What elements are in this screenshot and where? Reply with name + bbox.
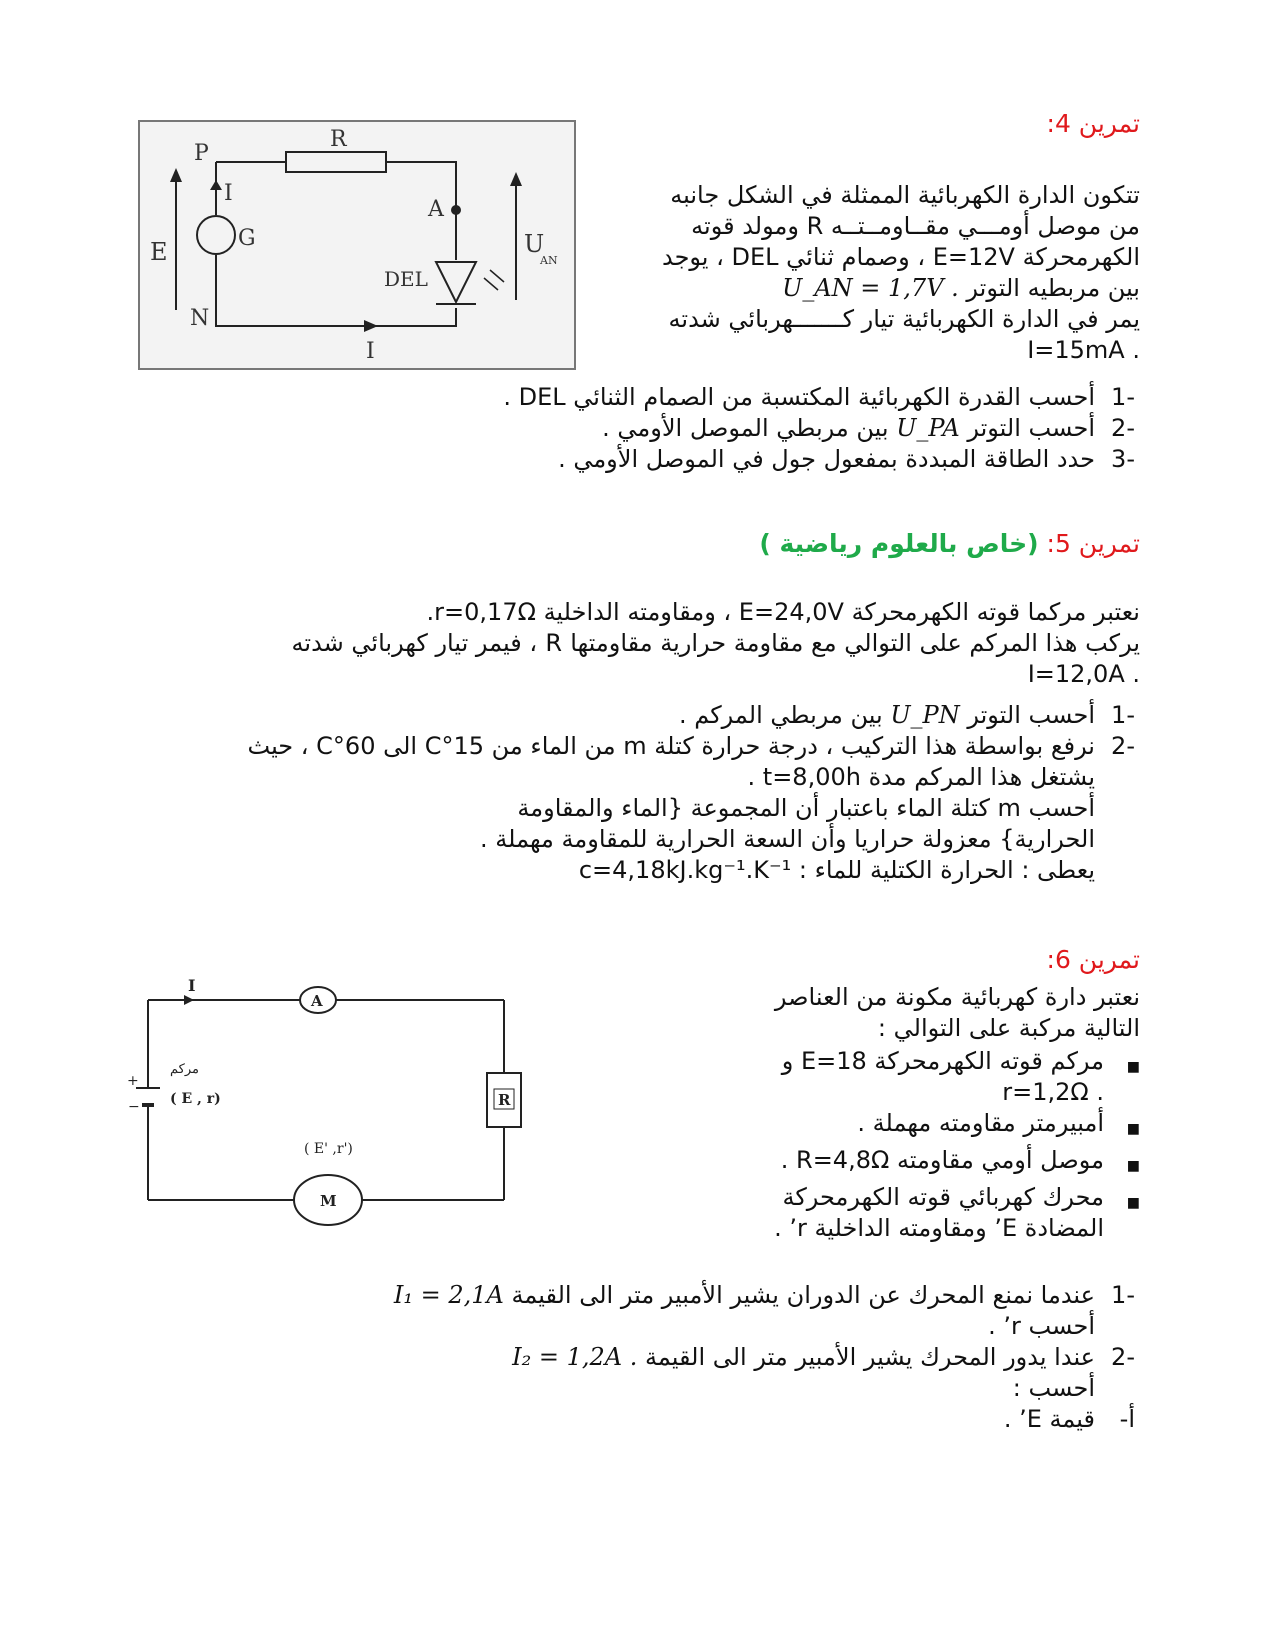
ex6-bullet-3-marker: ■: [1126, 1158, 1140, 1174]
ex6-q2-num: -2: [1111, 1343, 1135, 1371]
ex6-intro: [775, 982, 1140, 1044]
ex4-question-2: [503, 413, 1135, 444]
ex6-title: [1047, 944, 1141, 976]
ex5-q2-line-3: أحسب m كتلة الماء باعتبار أن المجموعة {الماء والمقاومة: [517, 794, 1095, 822]
ex6-bullet-4-line-1: محرك كهربائي قوته الكهرمحركة: [782, 1183, 1104, 1211]
ex4-label-I-top: I: [224, 181, 233, 206]
ex4-intro-line-3: الكهرمحركة E=12V ، وصمام ثنائي DEL ، يوجد: [661, 243, 1140, 271]
ex6-q1-text: عندما نمنع المحرك عن الدوران يشير الأمبير متر الى القيمة: [511, 1281, 1095, 1309]
ex6-question-1: [394, 1280, 1135, 1311]
ex5-intro-line-3: . I=12,0A: [1027, 660, 1140, 688]
ex4-intro-line-4-text: بين مربطيه التوتر: [966, 274, 1140, 302]
ex4-q1-num: -1: [1111, 383, 1135, 411]
ex6-bullet-1-line-1: مركم قوته الكهرمحركة E=18 و: [781, 1047, 1104, 1075]
ex4-intro-line-2: من موصل أومـــي مقــاومــتــه R ومولد قوته: [691, 212, 1140, 240]
ex5-title-label: تمرين: [1078, 529, 1140, 558]
ex5-special-tag: (خاص بالعلوم رياضية ): [759, 529, 1039, 558]
ex6-label-R: R: [498, 1091, 511, 1109]
ex6-title-label: تمرين: [1078, 945, 1140, 974]
ex4-label-U: U: [524, 230, 545, 258]
ex5-questions: [248, 700, 1136, 886]
ex4-uan-formula: U_AN = 1,7V .: [782, 274, 959, 302]
ex6-bullet-1-marker: ■: [1126, 1059, 1140, 1075]
ex5-question-2: [248, 731, 1136, 762]
ex6-title-number: 6:: [1046, 945, 1071, 974]
ex6-label-M: M: [320, 1192, 337, 1210]
ex6-q1-math: I₁ = 2,1A: [393, 1281, 504, 1309]
ex5-q2-num: -2: [1111, 732, 1135, 760]
ex4-intro-line-4: [662, 273, 1140, 304]
ex4-q2-text-after: بين مربطي الموصل الأومي .: [602, 414, 889, 442]
ex4-label-A: A: [428, 197, 444, 222]
ex4-q3-num: -3: [1111, 445, 1135, 473]
ex6-question-2: [394, 1342, 1135, 1373]
ex6-label-I: I: [188, 976, 196, 995]
ex6-bullet-1-line-2: . r=1,2Ω: [1002, 1078, 1104, 1106]
ex5-q1-num: -1: [1111, 701, 1135, 729]
ex4-question-3: [503, 444, 1135, 475]
ex6-label-motor-params: ( E' ,r'): [304, 1141, 353, 1157]
ex4-label-E: E: [150, 238, 168, 266]
ex4-title-label: تمرين: [1078, 109, 1140, 138]
ex5-intro-line-2: يركب هذا المركم على التوالي مع مقاومة حرارية مقاومتها R ، فيمر تيار كهربائي شدته: [291, 629, 1140, 657]
ex6-bullet-2: [774, 1108, 1140, 1145]
ex4-title-number: 4:: [1046, 109, 1071, 138]
ex6-bullets: [774, 1046, 1140, 1244]
ex5-question-1: [248, 700, 1136, 731]
ex5-intro-line-1: نعتبر مركما قوته الكهرمحركة E=24,0V ، ومقاومته الداخلية r=0,17Ω.: [426, 598, 1140, 626]
ex6-intro-line-1: نعتبر دارة كهربائية مكونة من العناصر: [774, 983, 1140, 1011]
ex5-q1-text-after: بين مربطي المركم .: [679, 701, 883, 729]
ex6-circuit-figure: [110, 975, 530, 1235]
ex4-label-P: P: [194, 141, 209, 166]
ex4-q2-text-before: أحسب التوتر: [967, 414, 1095, 442]
ex4-circuit-figure: [138, 120, 578, 372]
ex6-q2-line-2: أحسب :: [1012, 1374, 1095, 1402]
ex6-bullet-2-line-1: أمبيرمتر مقاومته مهملة .: [857, 1109, 1104, 1137]
ex6-q2-math: I₂ = 1,2A .: [512, 1343, 638, 1371]
ex4-q3-text: حدد الطاقة المبددة بمفعول جول في الموصل الأومي .: [558, 445, 1095, 473]
ex5-q2-line-1: نرفع بواسطة هذا التركيب ، درجة حرارة كتلة m من الماء من 15°C الى 60°C ، حيث: [247, 732, 1095, 760]
ex4-label-DEL: DEL: [384, 267, 428, 291]
ex4-title: [1047, 108, 1141, 140]
ex6-bullet-4-line-2: المضادة E’ ومقاومته الداخلية r’ .: [774, 1214, 1104, 1242]
ex6-bullet-3-line-1: موصل أومي مقاومته R=4,8Ω .: [780, 1146, 1104, 1174]
ex6-bullet-2-marker: ■: [1126, 1121, 1140, 1137]
ex5-c-value: c=4,18kJ.kg⁻¹.K⁻¹: [578, 856, 792, 884]
ex4-label-I-bottom: I: [366, 339, 375, 364]
ex6-label-battery: مركم: [170, 1062, 199, 1077]
ex6-bullet-1: [774, 1046, 1140, 1108]
ex4-intro-line-6: . I=15mA: [1027, 336, 1140, 364]
ex5-q2-line-5: يعطى : الحرارة الكتلية للماء :: [798, 856, 1095, 884]
ex4-label-G: G: [238, 226, 256, 251]
ex4-label-AN: AN: [540, 254, 558, 267]
ex6-q1-line-2: أحسب r’ .: [988, 1312, 1095, 1340]
ex6-label-A: A: [311, 992, 323, 1010]
ex4-question-1: [503, 382, 1135, 413]
ex4-questions: [503, 382, 1135, 475]
ex6-q2-text: عندا يدور المحرك يشير الأمبير متر الى القيمة: [645, 1343, 1095, 1371]
ex4-intro-line-5: يمر في الدارة الكهربائية تيار كـــــــهربائي شدته: [668, 305, 1140, 333]
ex6-sub-item-a: [394, 1404, 1135, 1435]
ex6-questions: [394, 1280, 1135, 1435]
ex4-label-N: N: [190, 306, 210, 331]
ex4-q1-text: أحسب القدرة الكهربائية المكتسبة من الصمام الثنائي DEL .: [503, 383, 1095, 411]
ex5-q2-line-2: يشتغل هذا المركم مدة t=8,00h .: [747, 763, 1095, 791]
ex6-intro-line-2: التالية مركبة على التوالي :: [877, 1014, 1140, 1042]
ex6-label-plus: +: [127, 1073, 139, 1089]
ex5-title: [759, 528, 1140, 560]
ex6-sub-item-a-num: أ-: [1119, 1405, 1135, 1433]
ex6-bullet-3: [774, 1145, 1140, 1182]
ex6-q1-num: -1: [1111, 1281, 1135, 1309]
ex4-q2-num: -2: [1111, 414, 1135, 442]
ex4-q2-math: U_PA: [896, 414, 960, 442]
ex5-q2-line-4: الحرارية} معزولة حراريا وأن السعة الحرارية للمقاومة مهملة .: [480, 825, 1095, 853]
ex5-q1-text-before: أحسب التوتر: [967, 701, 1095, 729]
ex6-bullet-4-marker: ■: [1126, 1195, 1140, 1211]
ex4-label-R: R: [330, 127, 347, 152]
ex5-intro: [292, 597, 1140, 690]
ex6-label-minus: −: [128, 1099, 140, 1115]
ex5-title-number: 5:: [1046, 529, 1071, 558]
ex6-label-E-r: ( E , r): [170, 1091, 221, 1107]
ex5-q1-math: U_PN: [890, 701, 960, 729]
ex6-sub-item-a-text: قيمة E’ .: [1003, 1405, 1095, 1433]
ex4-intro-line-1: تتكون الدارة الكهربائية الممثلة في الشكل جانبه: [670, 181, 1140, 209]
ex6-bullet-4: [774, 1182, 1140, 1244]
ex4-intro: [662, 180, 1140, 366]
